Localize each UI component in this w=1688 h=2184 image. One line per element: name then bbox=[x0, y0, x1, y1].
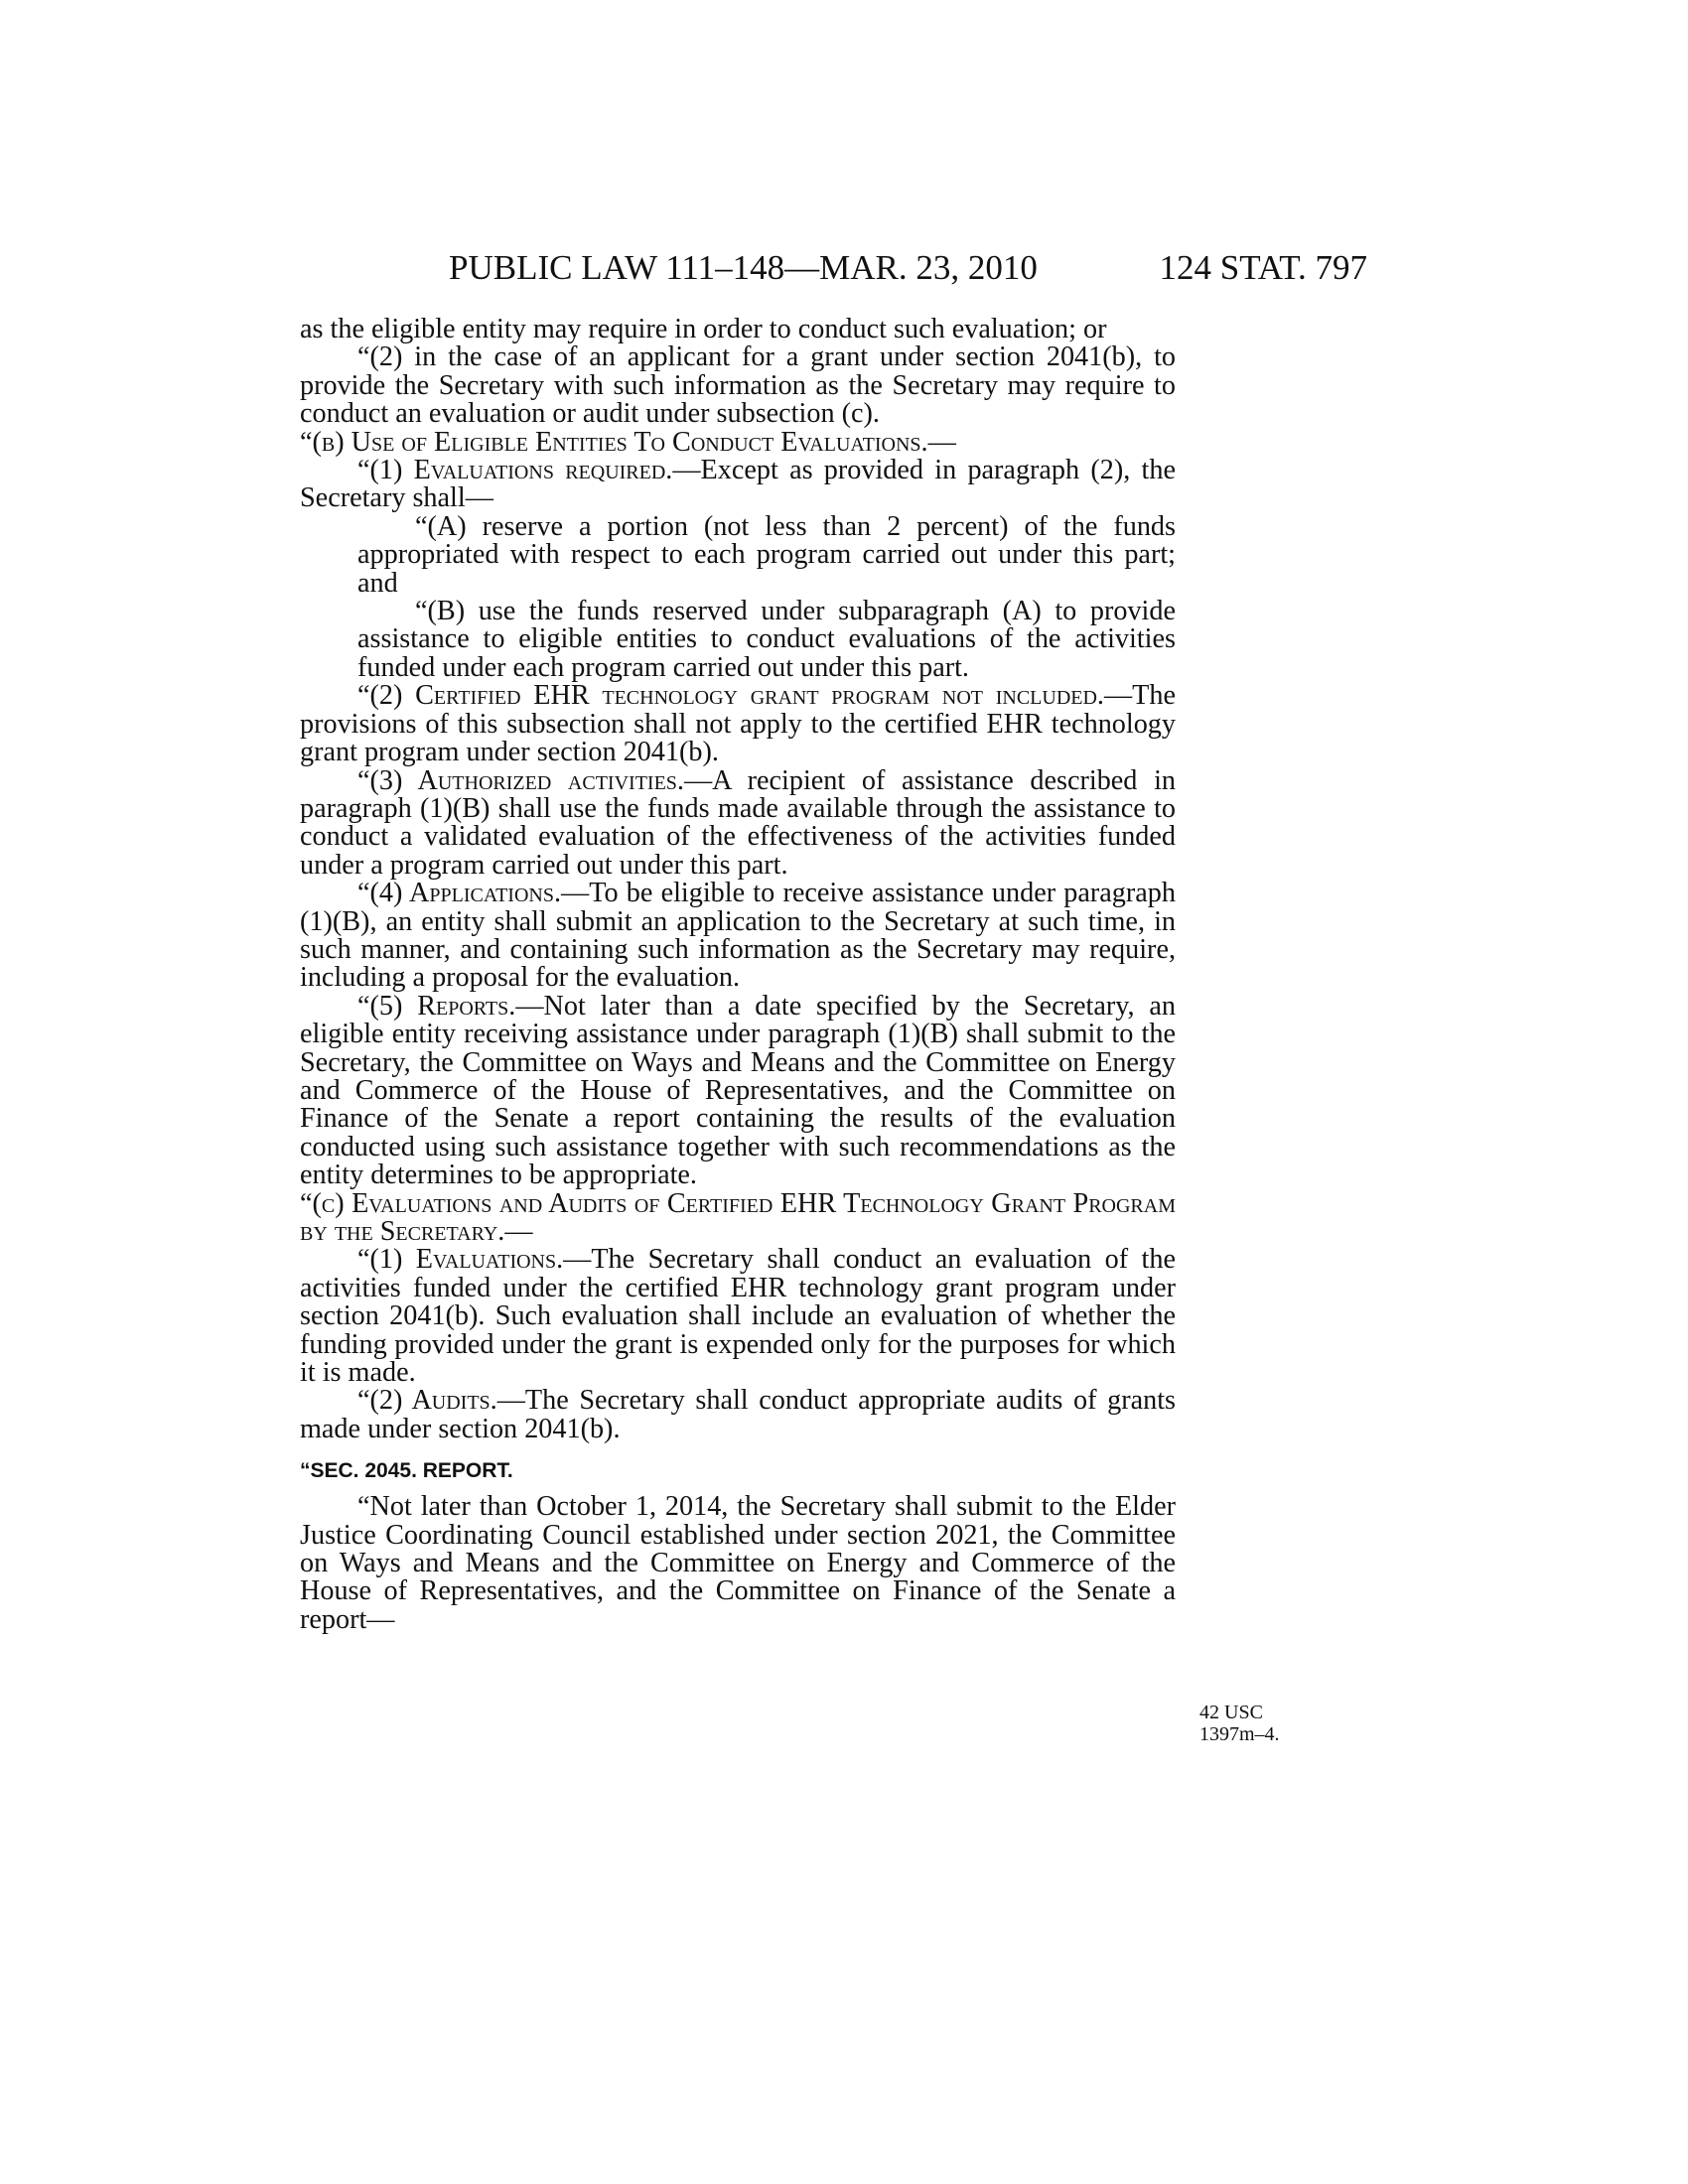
subparagraph-b-1-a: “(A) reserve a portion (not less than 2 percent) of the funds appropriated with respect to each program carried out under this part; and bbox=[357, 510, 1176, 599]
paragraph-b-2-label: “(2) Certified EHR technology grant program not included. bbox=[357, 680, 1104, 712]
subsection-c-label: “(c) Evaluations and Audits of Certified EHR Technology Grant Program by the Secretary.— bbox=[300, 1187, 1176, 1247]
paragraph-c-2-label: “(2) Audits. bbox=[357, 1385, 497, 1417]
paragraph-c-2 bbox=[300, 1387, 1176, 1443]
usc-citation-title: 42 USC bbox=[1199, 1702, 1263, 1723]
paragraph-a-2: “(2) in the case of an applicant for a grant under section 2041(b), to provide the Secretary with such information as the Secretary may require to conduct an evaluation or audit under subsection (c). bbox=[300, 341, 1176, 430]
usc-citation-section: 1397m–4. bbox=[1199, 1723, 1280, 1745]
usc-margin-citation bbox=[1199, 1702, 1309, 1745]
law-text-body bbox=[300, 316, 1176, 1634]
page-header bbox=[300, 246, 1367, 290]
paragraph-continuation: as the eligible entity may require in order to conduct such evaluation; or bbox=[300, 314, 1107, 344]
paragraph-c-1-label: “(1) Evaluations. bbox=[357, 1244, 564, 1276]
paragraph-b-4-label: “(4) Applications. bbox=[357, 878, 562, 909]
paragraph-b-3-text: —A recipient of assistance described in paragraph (1)(B) shall use the funds made available through the assistance to conduct a validated evaluation of the effectiveness of the activities funded under a program carried out under this part. bbox=[300, 764, 1176, 881]
paragraph-b-1-text: —Except as provided in paragraph (2), the Secretary shall— bbox=[300, 455, 1176, 514]
paragraph-b-4-text: —To be eligible to receive assistance under paragraph (1)(B), an entity shall submit an application to the Secretary at such time, in such manner, and containing such information as the Secretary may require, including a proposal for the evaluation. bbox=[300, 878, 1176, 994]
paragraph-b-3-label: “(3) Authorized activities. bbox=[357, 764, 684, 796]
paragraph-c-1 bbox=[300, 1246, 1176, 1387]
subsection-c-heading bbox=[300, 1187, 1176, 1247]
section-2045-text: “Not later than October 1, 2014, the Secretary shall submit to the Elder Justice Coordinating Council established under section 2021, the Committee on Ways and Means and the Committee on Energy and Commerce of the House of Representatives, and the Committee on Finance of the Senate a report— bbox=[300, 1491, 1176, 1635]
paragraph-b-5-text: —Not later than a date specified by the Secretary, an eligible entity receiving assistance under paragraph (1)(B) shall submit to the Secretary, the Committee on Ways and Means and the Committee on Energy and Commerce of the House of Representatives, and the Committee on Finance of the Senate a report containing the results of the evaluation conducted using such assistance together with such recommendations as the entity determines to be appropriate. bbox=[300, 990, 1176, 1191]
subsection-b-heading bbox=[300, 426, 1176, 458]
paragraph-b-1-label: “(1) Evaluations required. bbox=[357, 455, 673, 486]
paragraph-b-2 bbox=[300, 682, 1176, 766]
paragraph-b-3 bbox=[300, 764, 1176, 881]
paragraph-b-5 bbox=[300, 990, 1176, 1191]
paragraph-c-1-text: —The Secretary shall conduct an evaluation of the activities funded under the certified EHR technology grant program under section 2041(b). Such evaluation shall include an evaluation of whether the funding provided under the grant is expended only for the purposes for which it is made. bbox=[300, 1244, 1176, 1389]
paragraph-b-5-label: “(5) Reports. bbox=[357, 990, 516, 1022]
paragraph-b-4 bbox=[300, 880, 1176, 993]
paragraph-b-1 bbox=[300, 457, 1176, 513]
statute-page-number: 124 STAT. 797 bbox=[1159, 248, 1367, 287]
subsection-b-label: “(b) Use of Eligible Entities To Conduct Evaluations.— bbox=[300, 426, 956, 458]
subparagraph-b-1-b: “(B) use the funds reserved under subparagraph (A) to provide assistance to eligible entities to conduct evaluations of the activities funded under each program carried out under this part. bbox=[357, 596, 1176, 683]
paragraph-b-2-text: —The provisions of this subsection shall not apply to the certified EHR technology grant program under section 2041(b). bbox=[300, 680, 1176, 768]
section-2045-heading: “SEC. 2045. REPORT. bbox=[300, 1459, 513, 1483]
paragraph-c-2-text: —The Secretary shall conduct appropriate audits of grants made under section 2041(b). bbox=[300, 1385, 1176, 1444]
running-head-title: PUBLIC LAW 111–148—MAR. 23, 2010 bbox=[449, 248, 1038, 287]
